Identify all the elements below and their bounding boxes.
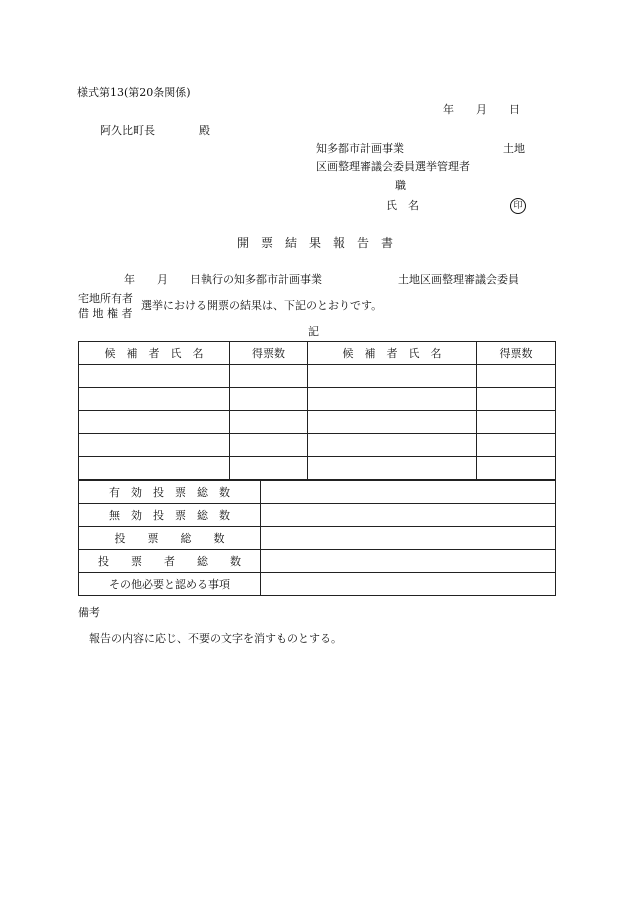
table-row xyxy=(79,365,556,388)
cell[interactable] xyxy=(79,388,230,411)
cell[interactable] xyxy=(79,365,230,388)
table-row xyxy=(79,457,556,480)
cell[interactable] xyxy=(79,411,230,434)
cell[interactable] xyxy=(308,388,477,411)
form-number: 様式第13(第20条関係) xyxy=(77,86,191,99)
summary-label: 無 効 投 票 総 数 xyxy=(79,504,261,527)
table-row xyxy=(79,411,556,434)
seal-mark xyxy=(510,198,526,214)
sender-title-label: 職 xyxy=(395,179,406,192)
summary-value[interactable] xyxy=(261,481,556,504)
body-line1-tail: 土地区画整理審議会委員 xyxy=(398,273,519,286)
table-header-row xyxy=(79,342,556,365)
cell[interactable] xyxy=(477,434,556,457)
summary-row xyxy=(79,527,556,550)
header-votes-2: 得票数 xyxy=(477,342,556,365)
summary-value[interactable] xyxy=(261,527,556,550)
addressee: 阿久比町長 殿 xyxy=(100,124,210,137)
header-candidate-name-1: 候 補 者 氏 名 xyxy=(79,342,230,365)
sender-name-label: 氏 名 xyxy=(386,199,419,212)
cell[interactable] xyxy=(230,365,308,388)
ki-label: 記 xyxy=(308,325,319,338)
summary-table xyxy=(78,480,556,596)
sender-line2: 区画整理審議会委員選挙管理者 xyxy=(316,160,470,173)
cell[interactable] xyxy=(477,411,556,434)
summary-value[interactable] xyxy=(261,550,556,573)
cell[interactable] xyxy=(230,388,308,411)
summary-label: 投 票 総 数 xyxy=(79,527,261,550)
cell[interactable] xyxy=(79,457,230,480)
summary-row xyxy=(79,550,556,573)
cell[interactable] xyxy=(308,434,477,457)
summary-value[interactable] xyxy=(261,504,556,527)
cell[interactable] xyxy=(308,365,477,388)
document-title: 開 票 結 果 報 告 書 xyxy=(237,236,394,250)
cell[interactable] xyxy=(477,365,556,388)
sender-line1-left: 知多都市計画事業 xyxy=(316,142,404,155)
summary-value[interactable] xyxy=(261,573,556,596)
cell[interactable] xyxy=(230,457,308,480)
cell[interactable] xyxy=(308,411,477,434)
type-bottom: 借 地 権 者 xyxy=(78,307,133,320)
remarks-label: 備考 xyxy=(78,606,100,619)
cell[interactable] xyxy=(308,457,477,480)
seal-icon: 印 xyxy=(510,198,526,214)
summary-row xyxy=(79,504,556,527)
cell[interactable] xyxy=(477,388,556,411)
cell[interactable] xyxy=(79,434,230,457)
type-top: 宅地所有者 xyxy=(78,292,133,305)
candidate-table xyxy=(78,341,556,480)
cell[interactable] xyxy=(230,411,308,434)
cell[interactable] xyxy=(477,457,556,480)
header-candidate-name-2: 候 補 者 氏 名 xyxy=(308,342,477,365)
sender-line1-right: 土地 xyxy=(503,142,525,155)
summary-label: 有 効 投 票 総 数 xyxy=(79,481,261,504)
summary-label: その他必要と認める事項 xyxy=(79,573,261,596)
cell[interactable] xyxy=(230,434,308,457)
header-votes-1: 得票数 xyxy=(230,342,308,365)
date-line: 年 月 日 xyxy=(443,103,520,116)
body-line1-date: 年 月 日執行の知多都市計画事業 xyxy=(124,273,322,286)
summary-row xyxy=(79,573,556,596)
table-row xyxy=(79,434,556,457)
body-line2: 選挙における開票の結果は、下記のとおりです。 xyxy=(141,299,383,312)
summary-label: 投 票 者 総 数 xyxy=(79,550,261,573)
summary-row xyxy=(79,481,556,504)
remarks-text: 報告の内容に応じ、不要の文字を消すものとする。 xyxy=(89,632,342,645)
table-row xyxy=(79,388,556,411)
